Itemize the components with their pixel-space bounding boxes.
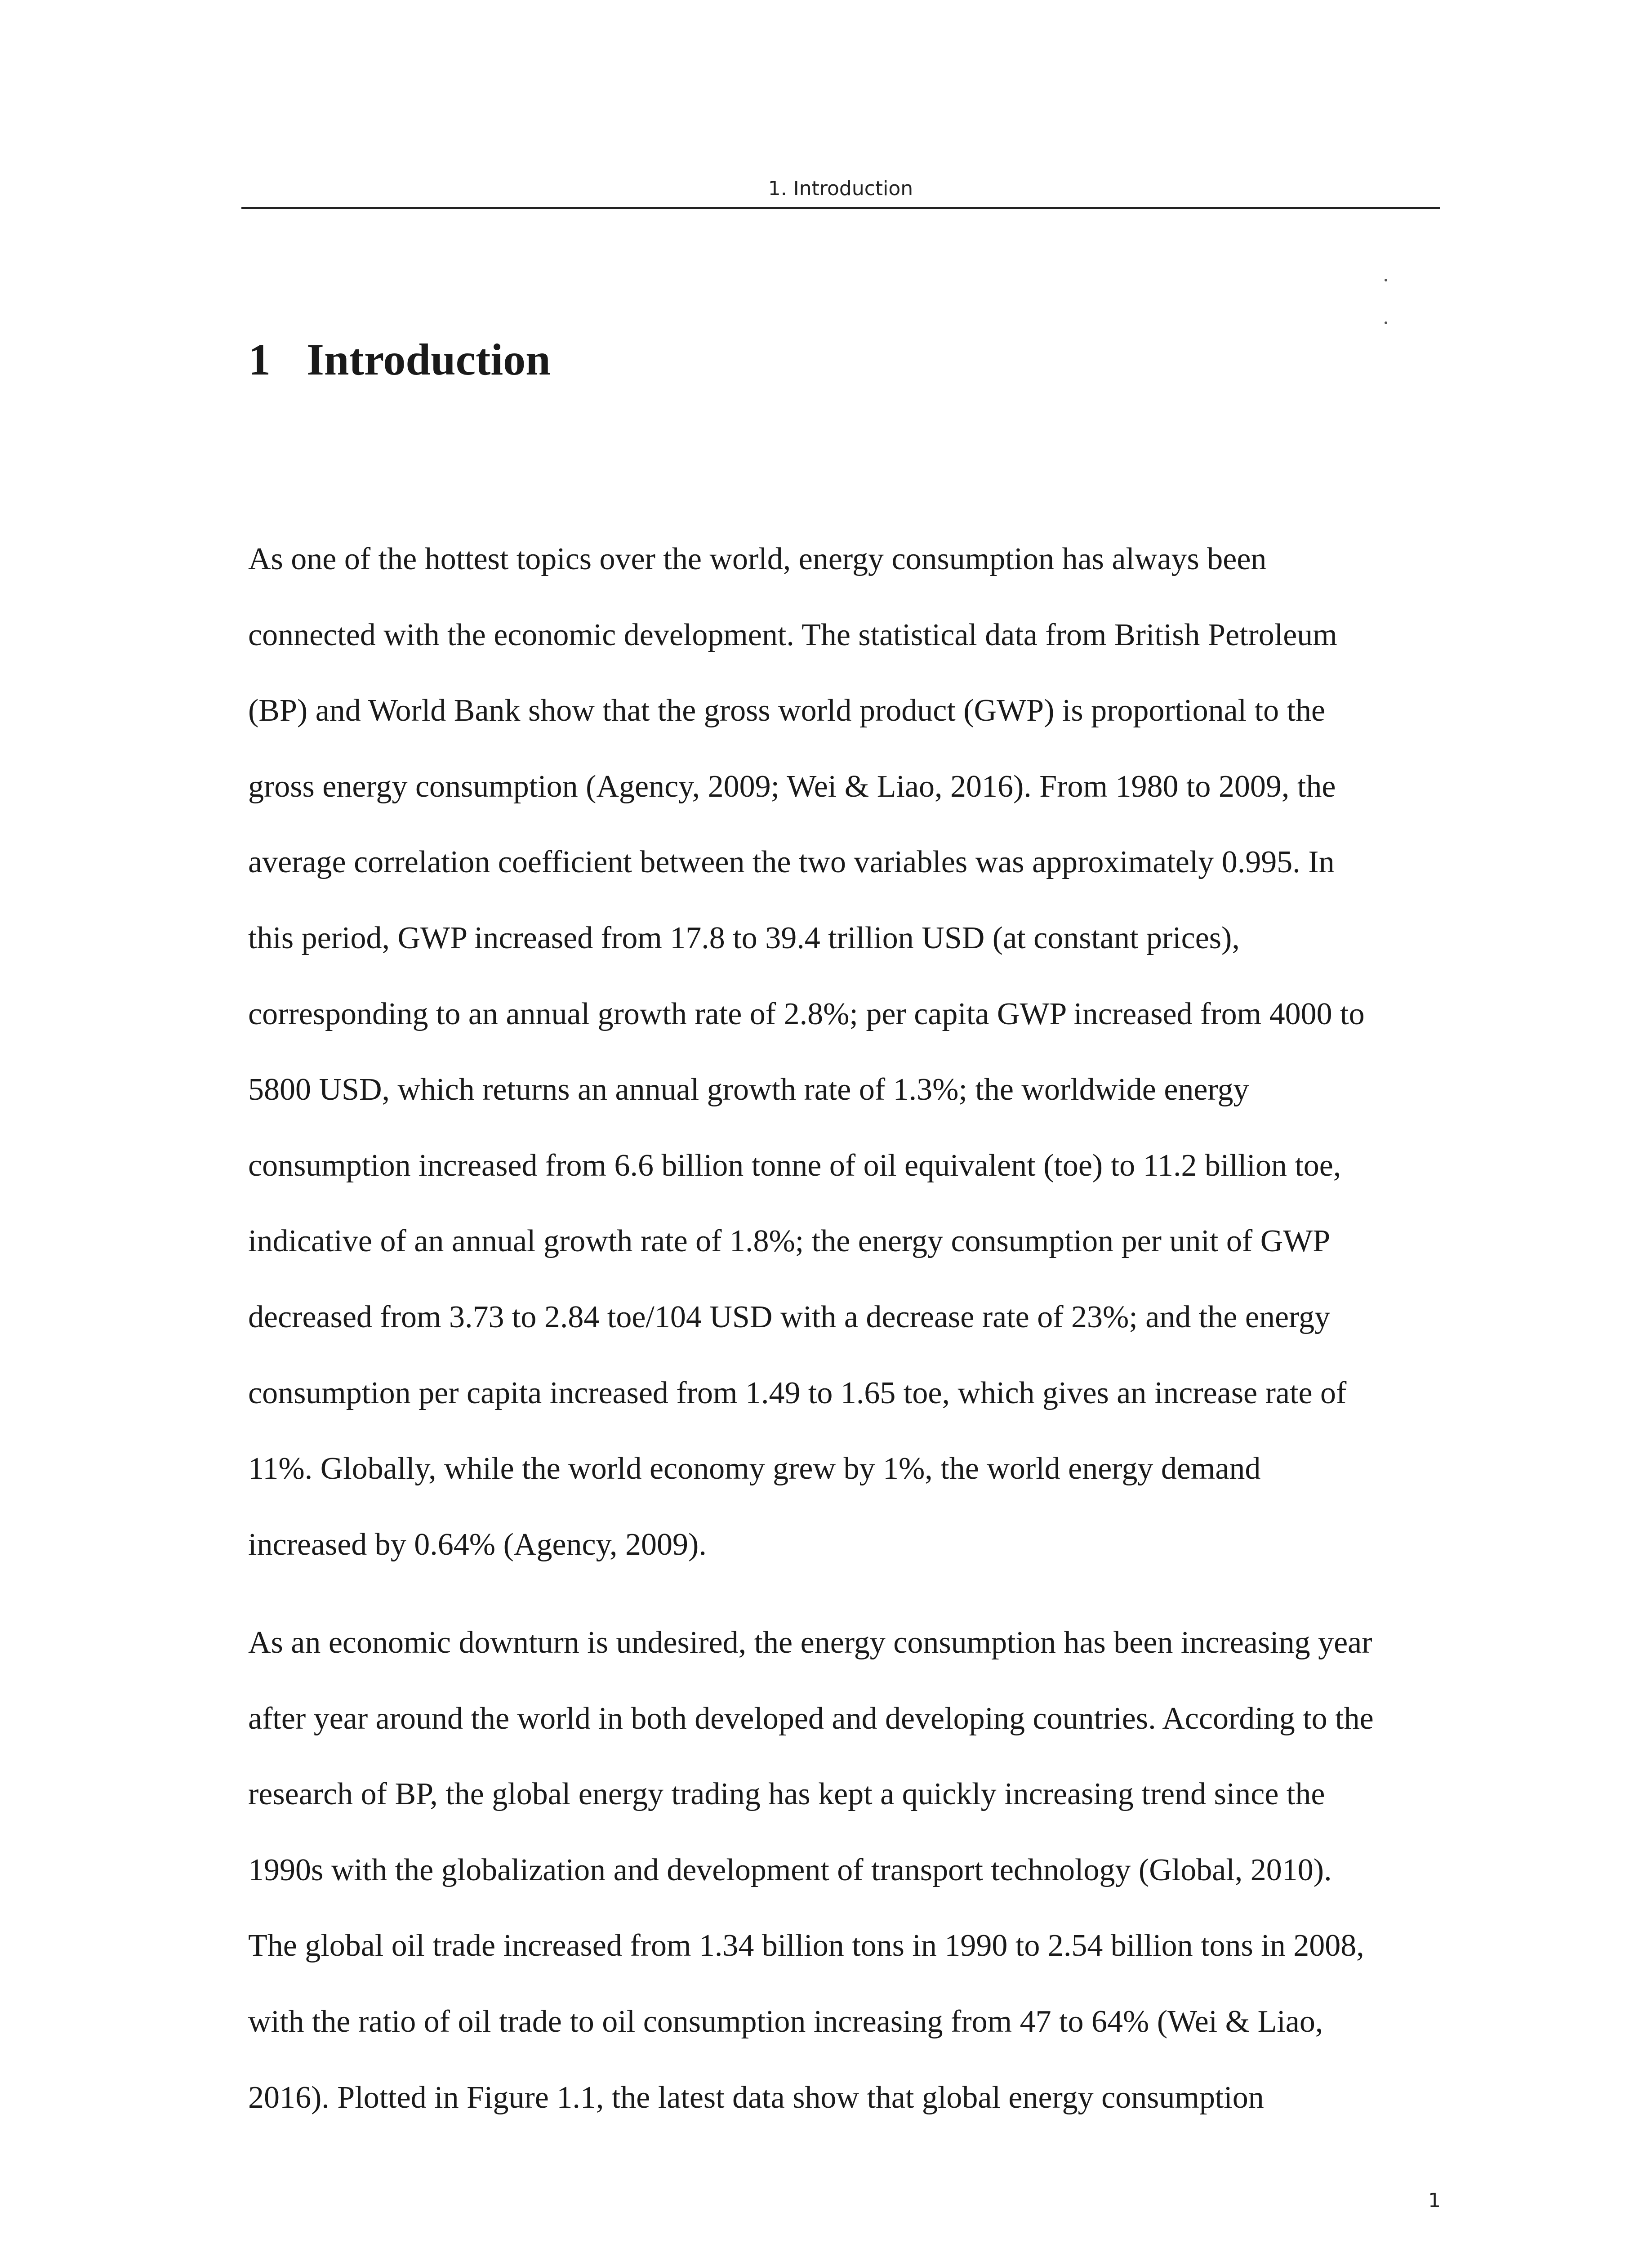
text-line: 5800 USD, which returns an annual growth rate of 1.3%; the worldwide energy [248, 1072, 1249, 1107]
chapter-title [248, 330, 551, 389]
text-line: consumption per capita increased from 1.49 to 1.65 toe, which gives an increase rate of [248, 1375, 1347, 1410]
text-line: connected with the economic development. The statistical data from British Petroleum [248, 617, 1337, 652]
text-line: indicative of an annual growth rate of 1.8%; the energy consumption per unit of GWP [248, 1224, 1331, 1259]
body-paragraph-1 [248, 522, 1439, 1583]
chapter-number: 1 [248, 335, 271, 384]
text-line: (BP) and World Bank show that the gross world product (GWP) is proportional to the [248, 693, 1326, 728]
header-rule [241, 207, 1440, 209]
text-line: with the ratio of oil trade to oil consumption increasing from 47 to 64% (Wei & Liao, [248, 2004, 1323, 2039]
text-line: gross energy consumption (Agency, 2009; Wei & Liao, 2016). From 1980 to 2009, the [248, 769, 1336, 804]
page-number: 1 [1428, 2189, 1441, 2212]
text-line: As one of the hottest topics over the world, energy consumption has always been [248, 542, 1267, 576]
margin-mark [1385, 321, 1387, 324]
text-line: 1990s with the globalization and development of transport technology (Global, 2010). [248, 1852, 1332, 1887]
text-line: 11%. Globally, while the world economy grew by 1%, the world energy demand [248, 1451, 1261, 1486]
text-line: The global oil trade increased from 1.34 billion tons in 1990 to 2.54 billion tons in 2008, [248, 1928, 1364, 1963]
text-line: corresponding to an annual growth rate of 2.8%; per capita GWP increased from 4000 to [248, 996, 1365, 1031]
running-header: 1. Introduction [768, 177, 913, 200]
text-line: decreased from 3.73 to 2.84 toe/104 USD with a decrease rate of 23%; and the energy [248, 1299, 1331, 1334]
body-paragraph-2 [248, 1605, 1439, 2136]
text-line: consumption increased from 6.6 billion tonne of oil equivalent (toe) to 11.2 billion toe, [248, 1148, 1341, 1183]
chapter-title-text: Introduction [307, 335, 551, 384]
text-line: 2016). Plotted in Figure 1.1, the latest data show that global energy consumption [248, 2080, 1264, 2115]
text-line: after year around the world in both developed and developing countries. According to the [248, 1701, 1374, 1736]
text-line: research of BP, the global energy trading has kept a quickly increasing trend since the [248, 1777, 1325, 1812]
text-line: average correlation coefficient between the two variables was approximately 0.995. In [248, 845, 1335, 880]
text-line: this period, GWP increased from 17.8 to 39.4 trillion USD (at constant prices), [248, 920, 1240, 955]
text-line: As an economic downturn is undesired, the energy consumption has been increasing year [248, 1625, 1372, 1660]
margin-mark [1385, 279, 1387, 281]
text-line: increased by 0.64% (Agency, 2009). [248, 1527, 707, 1562]
